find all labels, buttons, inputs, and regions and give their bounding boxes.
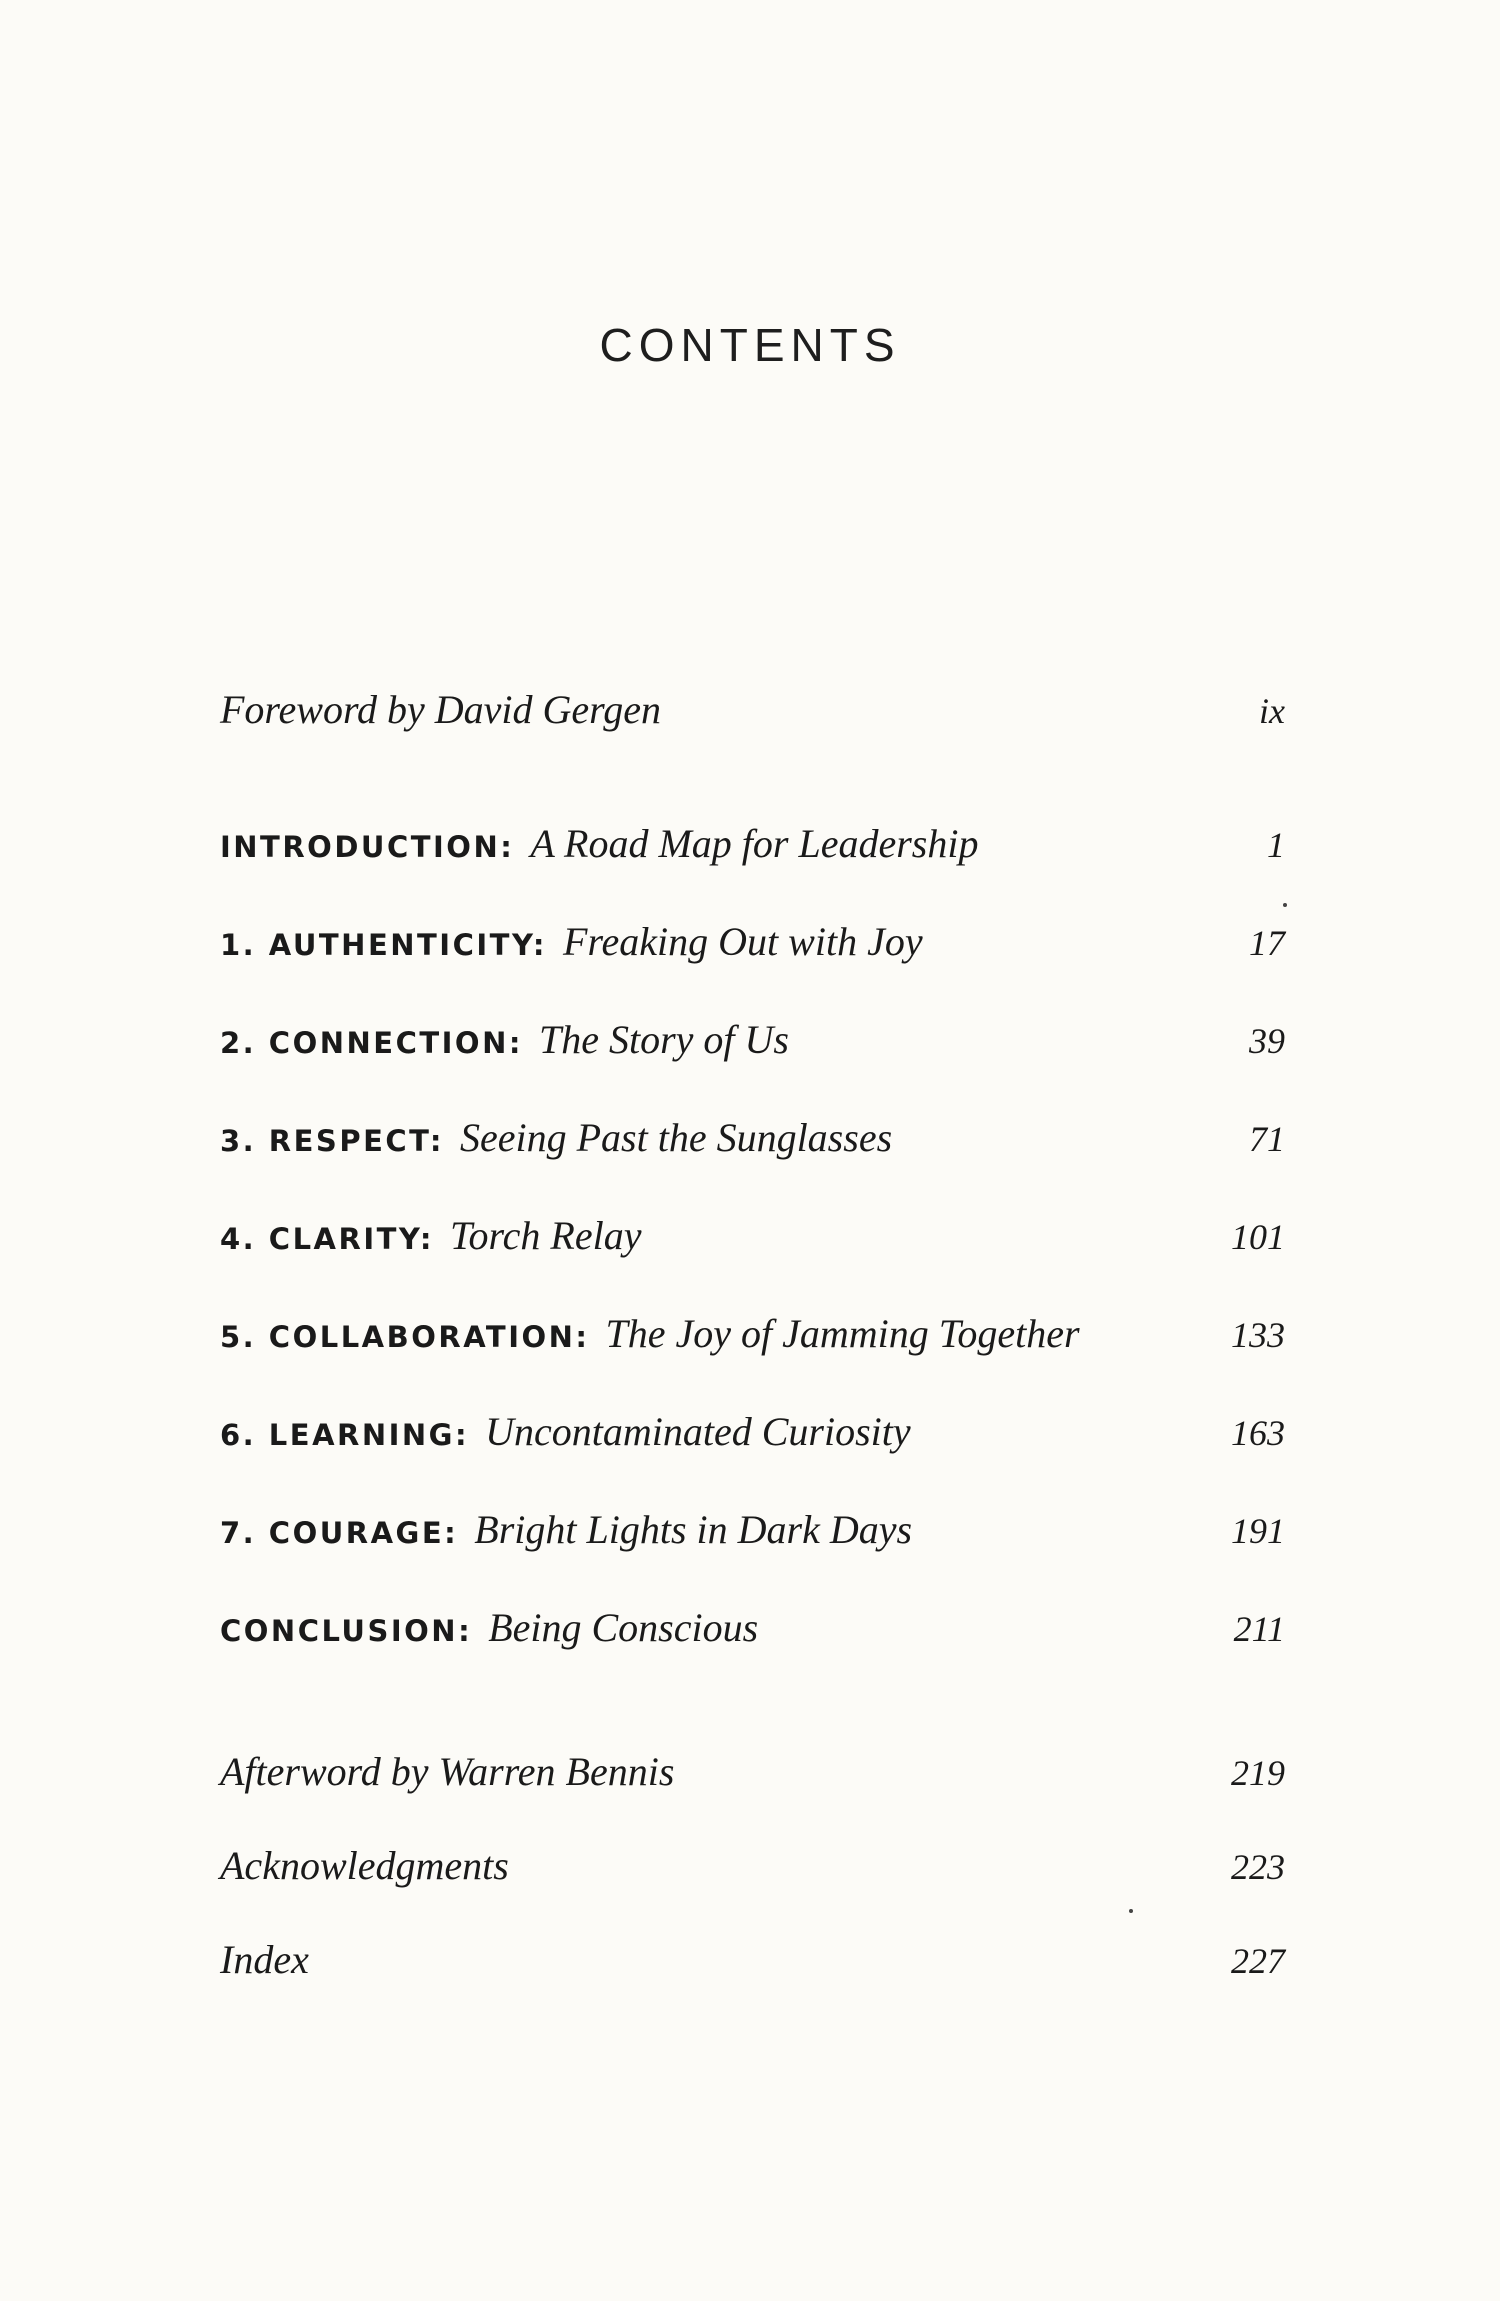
toc-entry-title: Torch Relay	[449, 1213, 642, 1258]
toc-entry-afterword	[220, 1748, 1285, 1808]
toc-page-number: 223	[1231, 1847, 1285, 1887]
toc-page-number: 133	[1231, 1315, 1285, 1355]
toc-chapter-label: 2. CONNECTION:	[220, 1026, 523, 1060]
toc-entry-title: Acknowledgments	[220, 1843, 509, 1888]
toc-page-number: 219	[1231, 1753, 1285, 1793]
toc-entry-chapter-6	[220, 1408, 1285, 1468]
toc-entry-title: The Joy of Jamming Together	[605, 1311, 1080, 1356]
toc-chapter-label: 7. COURAGE:	[220, 1516, 459, 1550]
toc-entry-chapter-3	[220, 1114, 1285, 1174]
toc-entry-introduction	[220, 820, 1285, 880]
toc-page-number: 211	[1233, 1609, 1285, 1649]
toc-chapter-label: 5. COLLABORATION:	[220, 1320, 590, 1354]
toc-entry-title: Bright Lights in Dark Days	[474, 1507, 913, 1552]
toc-chapter-label: 1. AUTHENTICITY:	[220, 928, 548, 962]
toc-page-number: 71	[1249, 1119, 1285, 1159]
scan-speck	[1283, 903, 1287, 907]
toc-entry-title: The Story of Us	[538, 1017, 789, 1062]
toc-page-number: 17	[1249, 923, 1285, 963]
toc-chapter-label: CONCLUSION:	[220, 1614, 473, 1648]
toc-chapter-label: 3. RESPECT:	[220, 1124, 444, 1158]
toc-page-number: 163	[1231, 1413, 1285, 1453]
toc-entry-foreword	[220, 686, 1285, 746]
toc-entry-title: Foreword by David Gergen	[220, 687, 662, 732]
toc-entry-chapter-4	[220, 1212, 1285, 1272]
toc-entry-chapter-5	[220, 1310, 1285, 1370]
toc-entry-title: Uncontaminated Curiosity	[485, 1409, 911, 1454]
toc-entry-title: Afterword by Warren Bennis	[220, 1749, 675, 1794]
toc-entry-title: Freaking Out with Joy	[563, 919, 923, 964]
toc-entry-index	[220, 1936, 1285, 1996]
toc-page-number: 191	[1231, 1511, 1285, 1551]
toc-page-number: 227	[1231, 1941, 1285, 1981]
toc-page-number: 1	[1267, 825, 1285, 865]
toc-page-number: 101	[1231, 1217, 1285, 1257]
toc-entry-title: Being Conscious	[488, 1605, 759, 1650]
toc-chapter-label: INTRODUCTION:	[220, 830, 515, 864]
toc-entry-acknowledgments	[220, 1842, 1285, 1902]
toc-entry-title: Seeing Past the Sunglasses	[459, 1115, 893, 1160]
page-title: CONTENTS	[599, 319, 901, 371]
toc-entry-conclusion	[220, 1604, 1285, 1664]
toc-entry-chapter-2	[220, 1016, 1285, 1076]
scan-speck	[1129, 1909, 1133, 1913]
toc-page-number: ix	[1259, 691, 1285, 731]
toc-entry-chapter-7	[220, 1506, 1285, 1566]
toc-entry-chapter-1	[220, 918, 1285, 978]
toc-chapter-label: 4. CLARITY:	[220, 1222, 434, 1256]
toc-entry-title: Index	[220, 1937, 309, 1982]
toc-chapter-label: 6. LEARNING:	[220, 1418, 470, 1452]
toc-page-number: 39	[1249, 1021, 1285, 1061]
toc-entry-title: A Road Map for Leadership	[530, 821, 979, 866]
